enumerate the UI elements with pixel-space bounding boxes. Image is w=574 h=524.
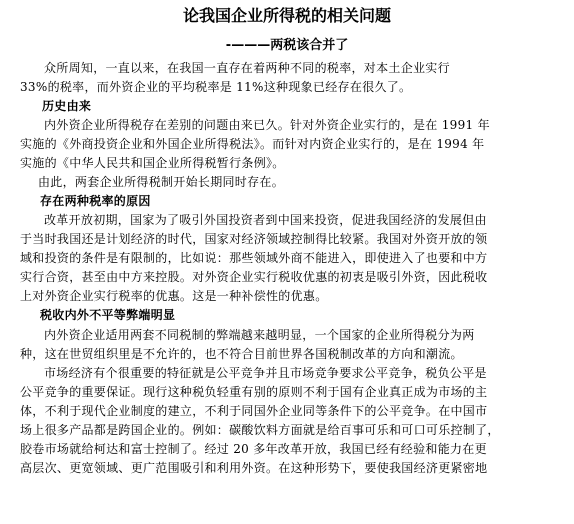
drawbacks-line: 高层次、更宽领域、更广范围吸引和利用外资。在这种形势下，要使我国经济更紧密地 bbox=[20, 461, 488, 475]
drawbacks-line: 公平竞争的重要保证。现行这种税负轻重有别的原则不利于国有企业真正成为市场的主 bbox=[20, 385, 488, 399]
history-line: 实施的《中华人民共和国企业所得税暂行条例》。 bbox=[20, 156, 285, 170]
history-line: 实施的《外商投资企业和外国企业所得税法》。而针对内资企业实行的，是在 1994 年 bbox=[20, 137, 485, 151]
drawbacks-line: 场上很多产品都是跨国企业的。例如：碳酸饮料方面就是给百事可乐和可口可乐控制了， bbox=[20, 423, 500, 437]
reasons-line: 域和投资的条件是有限制的，比如说：那些领域外商不能进入，即使进入了也要和中方 bbox=[20, 251, 488, 265]
drawbacks-line: 市场经济有个很重要的特征就是公平竞争并且市场竞争要求公平竞争，税负公平是 bbox=[44, 366, 487, 380]
drawbacks-line: 种，这在世贸组织里是不允许的，也不符合目前世界各国税制改革的方向和潮流。 bbox=[20, 347, 463, 361]
section-heading-reasons: 存在两种税率的原因 bbox=[40, 194, 151, 208]
section-heading-history: 历史由来 bbox=[42, 99, 92, 113]
section-heading-drawbacks: 税收内外不平等弊端明显 bbox=[40, 308, 176, 322]
history-line: 内外资企业所得税存在差别的问题由来已久。针对外资企业实行的，是在 1991 年 bbox=[44, 118, 490, 132]
document-subtitle: -———两税该合并了 bbox=[225, 38, 349, 53]
intro-line: 33%的税率，而外资企业的平均税率是 11%这种现象已经存在很久了。 bbox=[20, 80, 412, 94]
drawbacks-line: 体，不利于现代企业制度的建立，不利于同国外企业同等条件下的公平竞争。在中国市 bbox=[20, 404, 488, 418]
intro-line: 众所周知，一直以来，在我国一直存在着两种不同的税率，对本土企业实行 bbox=[44, 61, 450, 75]
history-line: 由此，两套企业所得税制开始长期同时存在。 bbox=[38, 175, 285, 189]
reasons-line: 上对外资企业实行税率的优惠。这是一种补偿性的优惠。 bbox=[20, 289, 328, 303]
reasons-line: 改革开放初期，国家为了吸引外国投资者到中国来投资，促进我国经济的发展但由 bbox=[44, 213, 487, 227]
reasons-line: 实行合资，甚至由中方来控股。对外资企业实行税收优惠的初衷是吸引外资，因此税收 bbox=[20, 270, 488, 284]
reasons-line: 于当时我国还是计划经济的时代，国家对经济领域控制得比较紧。我国对外资开放的领 bbox=[20, 232, 488, 246]
drawbacks-line: 胶卷市场就给柯达和富士控制了。经过 20 多年改革开放，我国已经有经验和能力在更 bbox=[20, 442, 487, 456]
drawbacks-line: 内外资企业适用两套不同税制的弊端越来越明显，一个国家的企业所得税分为两 bbox=[44, 328, 475, 342]
document-title: 论我国企业所得税的相关问题 bbox=[182, 6, 391, 25]
